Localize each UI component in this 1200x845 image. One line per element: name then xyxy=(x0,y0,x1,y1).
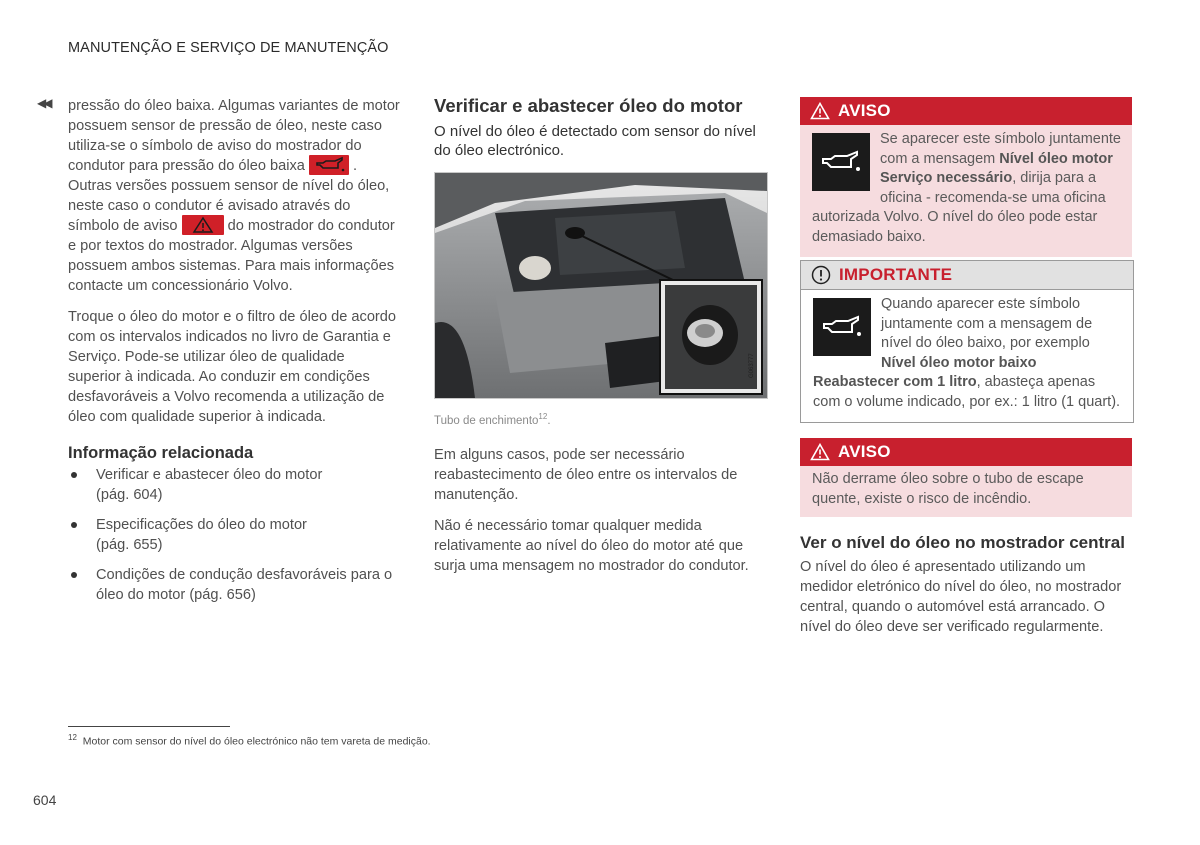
aviso-label: AVISO xyxy=(838,442,891,461)
image-code: G063777 xyxy=(749,353,755,378)
aviso-body: Não derrame óleo sobre o tubo de escape quente, existe o risco de incêndio. xyxy=(800,466,1132,517)
importante-callout xyxy=(800,260,1134,423)
aviso-callout-2 xyxy=(800,438,1132,517)
importante-bar xyxy=(801,261,1133,290)
footnote-divider xyxy=(68,726,230,727)
related-info-list xyxy=(68,465,401,605)
importante-body: Quando aparecer este símbolo juntamente com a mensagem de nível do óleo baixo, por exemplo Nível óleo motor baixo Reabastecer com 1 litro, abasteça apenas com o volume indicado, por ex.: 1 litro (1 quart). xyxy=(801,290,1133,422)
column-3-section xyxy=(800,532,1132,648)
section-paragraph: O nível do óleo é apresentado utilizando um medidor eletrónico do nível do óleo, no mostrador central, quando o automóvel está arrancado. O nível do óleo deve ser verificado regularmente. xyxy=(800,559,1122,635)
image-caption: Tubo de enchimento$^{12}$. xyxy=(434,412,551,427)
aviso-bar xyxy=(800,438,1132,466)
warning-triangle-icon xyxy=(182,215,224,235)
oil-change-paragraph: Troque o óleo do motor e o filtro de óleo de acordo com os intervalos indicados no livro de Garantia e Serviço. Pode-se utilizar óleo de qualidade superior à indicada. Ao conduzir em condições desfavoráveis a Volvo recomenda a utilização de óleo com qualidade superior à indicada. xyxy=(68,309,397,426)
related-link-adverse-conditions[interactable]: Condições de condução desfavoráveis para o óleo do motor (pág. 656) xyxy=(68,565,401,605)
back-arrows-icon[interactable]: ◀◀ xyxy=(37,96,50,110)
oil-pressure-icon xyxy=(812,133,870,191)
aviso-label: AVISO xyxy=(838,101,891,120)
no-action-paragraph: Não é necessário tomar qualquer medida relativamente ao nível do óleo do motor até que surja uma mensagem no mostrador do condutor. xyxy=(434,517,749,574)
intro-paragraph: pressão do óleo baixa. Algumas variantes de motor possuem sensor de pressão de óleo, neste caso utiliza-se o símbolo de aviso do mostrador do condutor para pressão do óleo baixa . Outras versões possuem sensor de nível do óleo, neste caso o condutor é avisado através do símbolo de aviso do mostrador do condutor e por textos do mostrador. Algumas versões possuem ambos sistemas. Para mais informações contacte um concessionário Volvo. xyxy=(68,98,400,295)
footnote: $^{12}$ Motor com sensor do nível do óleo electrónico não tem vareta de medição. xyxy=(68,733,431,748)
chapter-header: MANUTENÇÃO E SERVIÇO DE MANUTENÇÃO xyxy=(68,40,389,56)
related-link-oil-specs[interactable]: Especificações do óleo do motor (pág. 655) xyxy=(68,515,401,555)
warning-triangle-icon xyxy=(810,102,830,120)
related-info-heading: Informação relacionada xyxy=(68,444,254,463)
section-subtitle: O nível do óleo é detectado com sensor do nível do óleo electrónico. xyxy=(434,123,756,159)
column-1 xyxy=(68,96,401,615)
oil-pressure-icon xyxy=(309,155,349,175)
page-number: 604 xyxy=(33,792,57,808)
section-title: Verificar e abastecer óleo do motor xyxy=(434,95,743,116)
column-2 xyxy=(434,96,768,587)
exclamation-circle-icon xyxy=(811,265,831,285)
section-title: Ver o nível do óleo no mostrador central xyxy=(800,533,1125,552)
aviso-callout-1 xyxy=(800,97,1132,257)
related-link-check-oil[interactable]: Verificar e abastecer óleo do motor (pág. 604) xyxy=(68,465,401,505)
engine-photo xyxy=(434,172,768,399)
oil-pressure-icon xyxy=(813,298,871,356)
refill-paragraph: Em alguns casos, pode ser necessário reabastecimento de óleo entre os intervalos de manutenção. xyxy=(434,446,738,503)
aviso-body: Se aparecer este símbolo juntamente com a mensagem Nível óleo motor Serviço necessário, dirija para a oficina - recomenda-se uma oficina autorizada Volvo. O nível do óleo pode estar demasiado baixo. xyxy=(800,125,1132,257)
engine-illustration xyxy=(435,173,767,398)
warning-triangle-icon xyxy=(810,443,830,461)
importante-label: IMPORTANTE xyxy=(839,265,953,284)
aviso-bar xyxy=(800,97,1132,125)
